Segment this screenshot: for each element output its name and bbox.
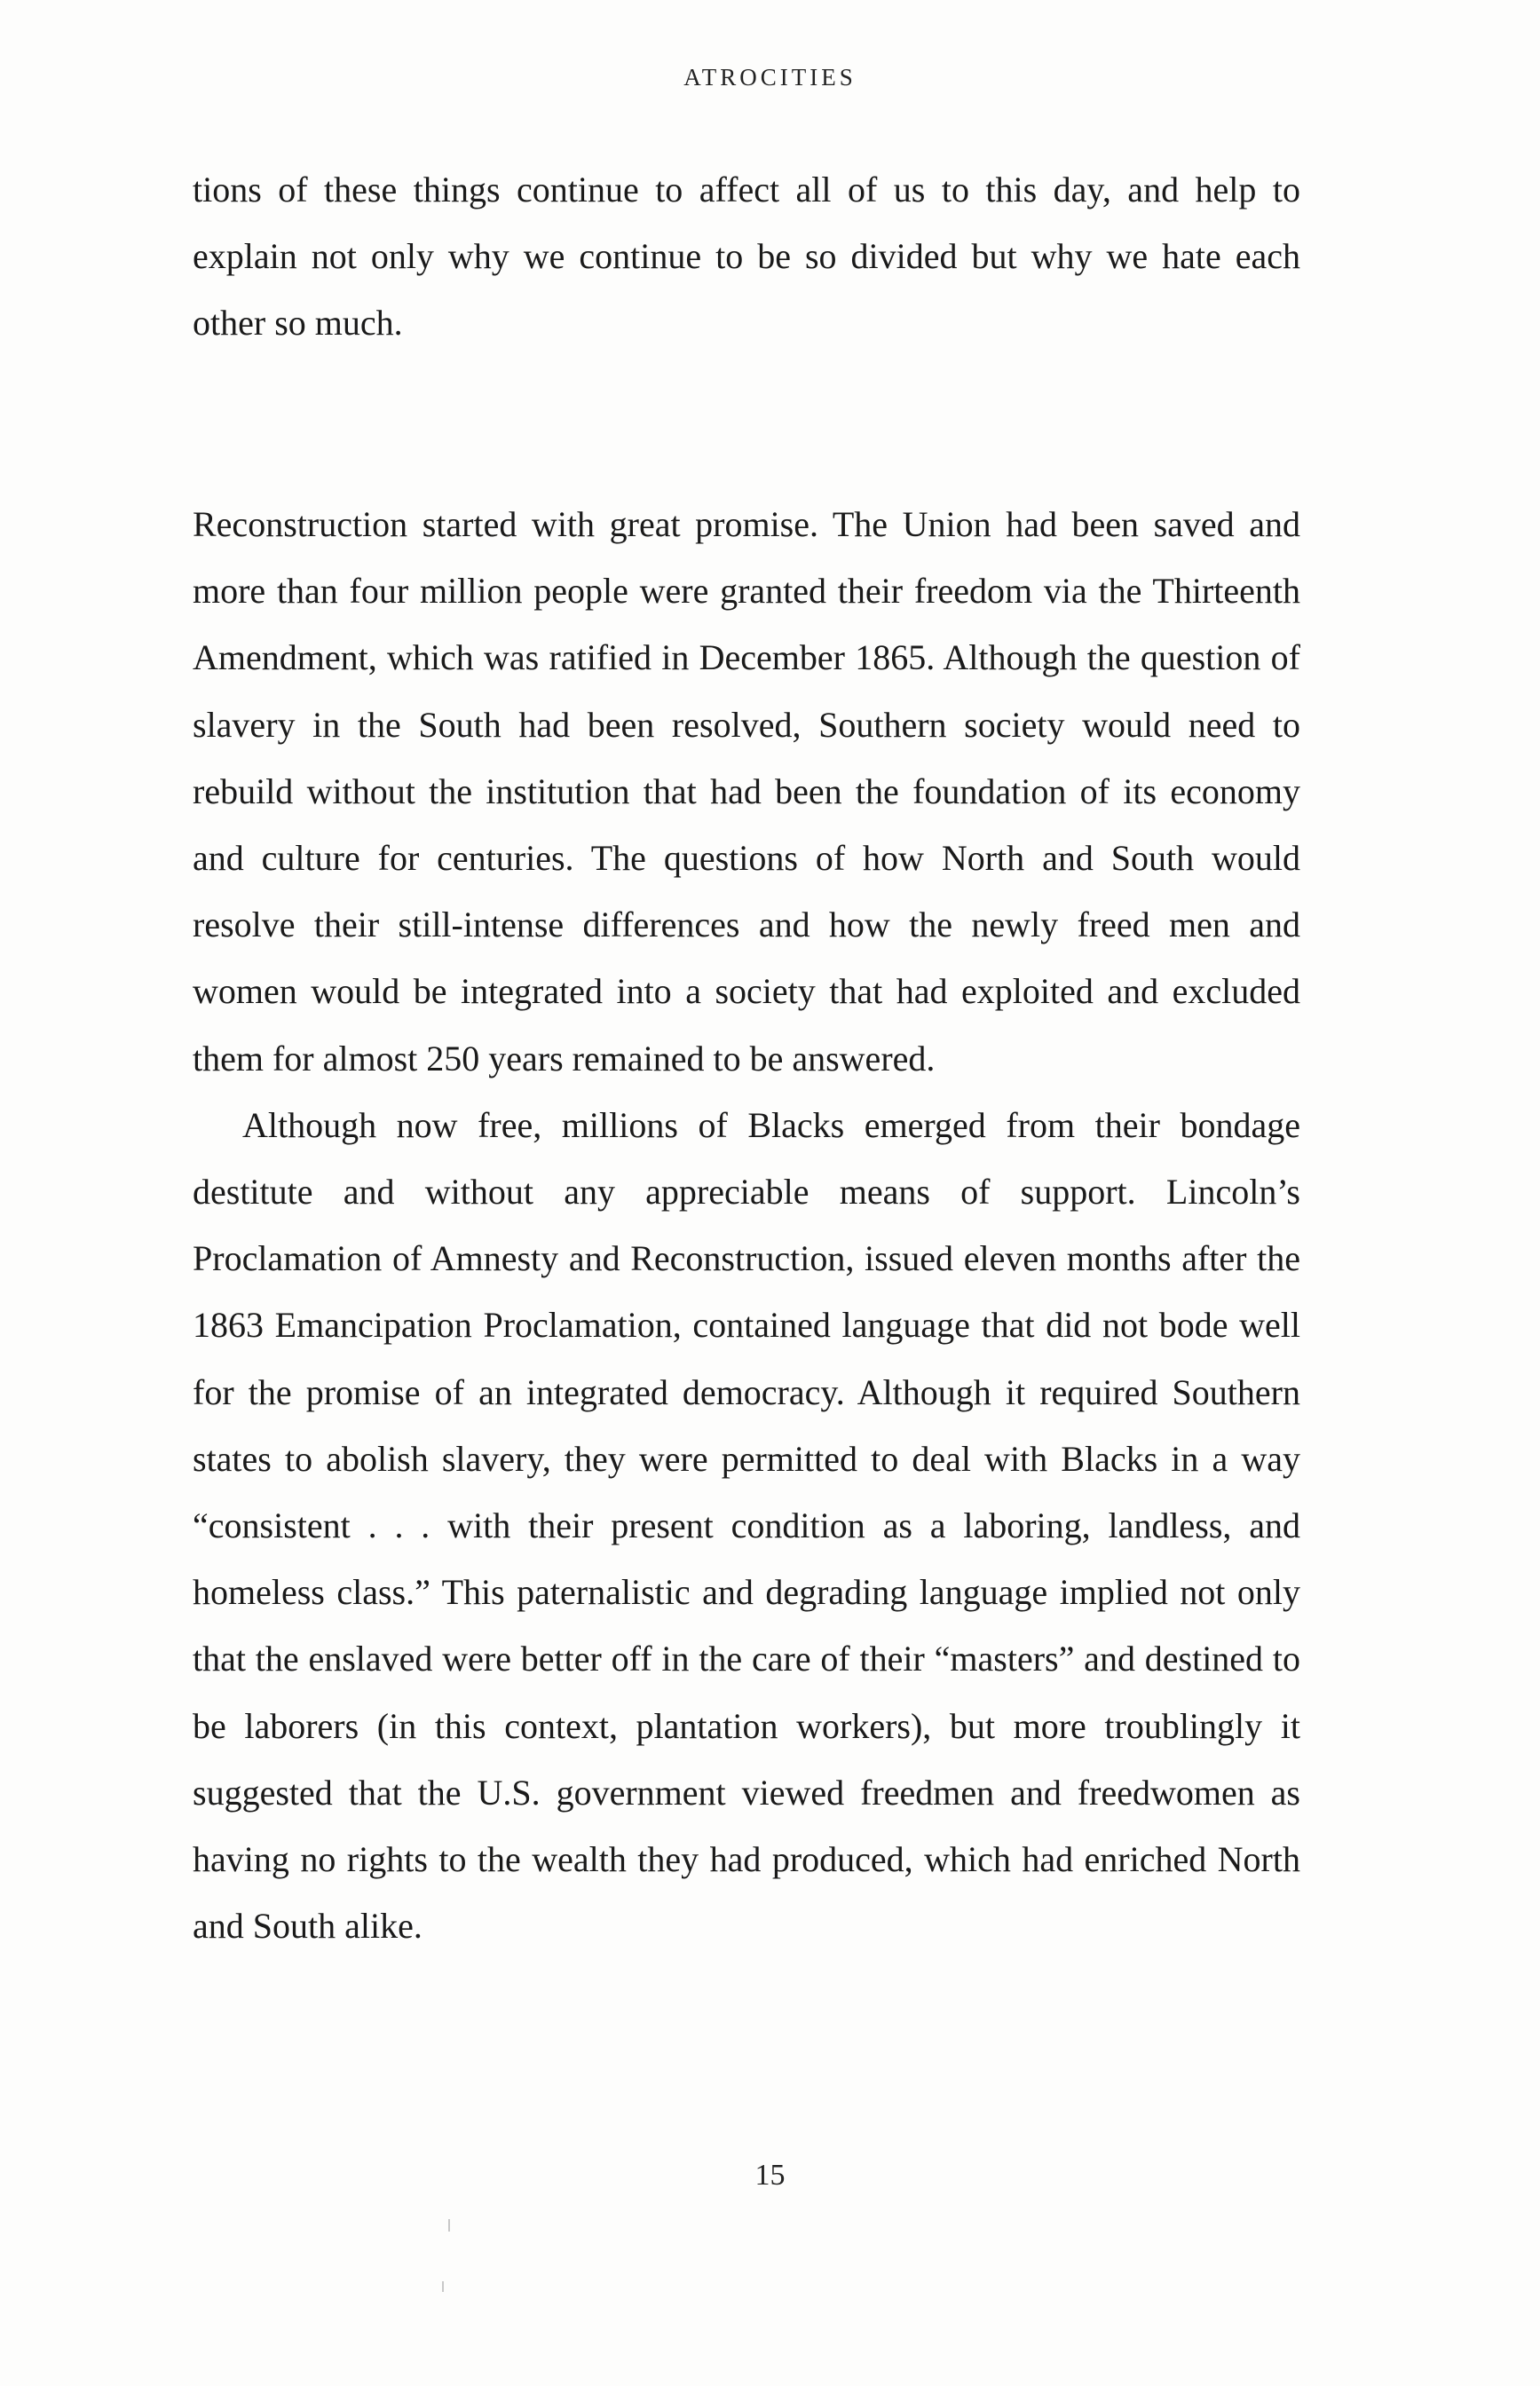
scan-speck — [448, 2219, 450, 2232]
page-number: 15 — [754, 2159, 786, 2192]
paragraph-reconstruction: Reconstruction started with great promise. The Union had been saved and more than four million people were granted their freedom via the Thirteenth Amendment, which was ratified in December 1865. Although the question of slavery in the South had been resolved, Southern society would need to rebuild without the institution that had been the foundation of its economy and culture for centuries. The questions of how North and South would resolve their still-intense differences and how the newly freed men and women would be integrated into a society that had exploited and excluded them for almost 250 years remained to be answered. — [193, 504, 1300, 1078]
running-head: ATROCITIES — [683, 64, 857, 91]
paragraph-amnesty: Although now free, millions of Blacks emerged from their bondage destitute and without any appreciable means of support. Lincoln’s Proclamation of Amnesty and Reconstruction, issued eleven months after the 1863 Emancipation Proclamation, contained language that did not bode well for the promise of an integrated democracy. Although it required Southern states to abolish slavery, they were permitted to deal with Blacks in a way “consistent . . . with their present condition as a laboring, landless, and homeless class.” This paternalistic and degrading language implied not only that the enslaved were better off in the care of their “masters” and destined to be laborers (in this context, plantation workers), but more troublingly it suggested that the U.S. government viewed freedmen and freedwomen as having no rights to the wealth they had produced, which had enriched North and South alike. — [193, 1104, 1300, 1947]
paragraph-continuation: tions of these things continue to affect all of us to this day, and help to explain not only why we continue to be so divided but why we hate each other so much. — [193, 170, 1300, 344]
body-text — [193, 491, 1300, 1959]
continuation-text — [193, 156, 1300, 357]
scan-speck — [442, 2281, 444, 2292]
